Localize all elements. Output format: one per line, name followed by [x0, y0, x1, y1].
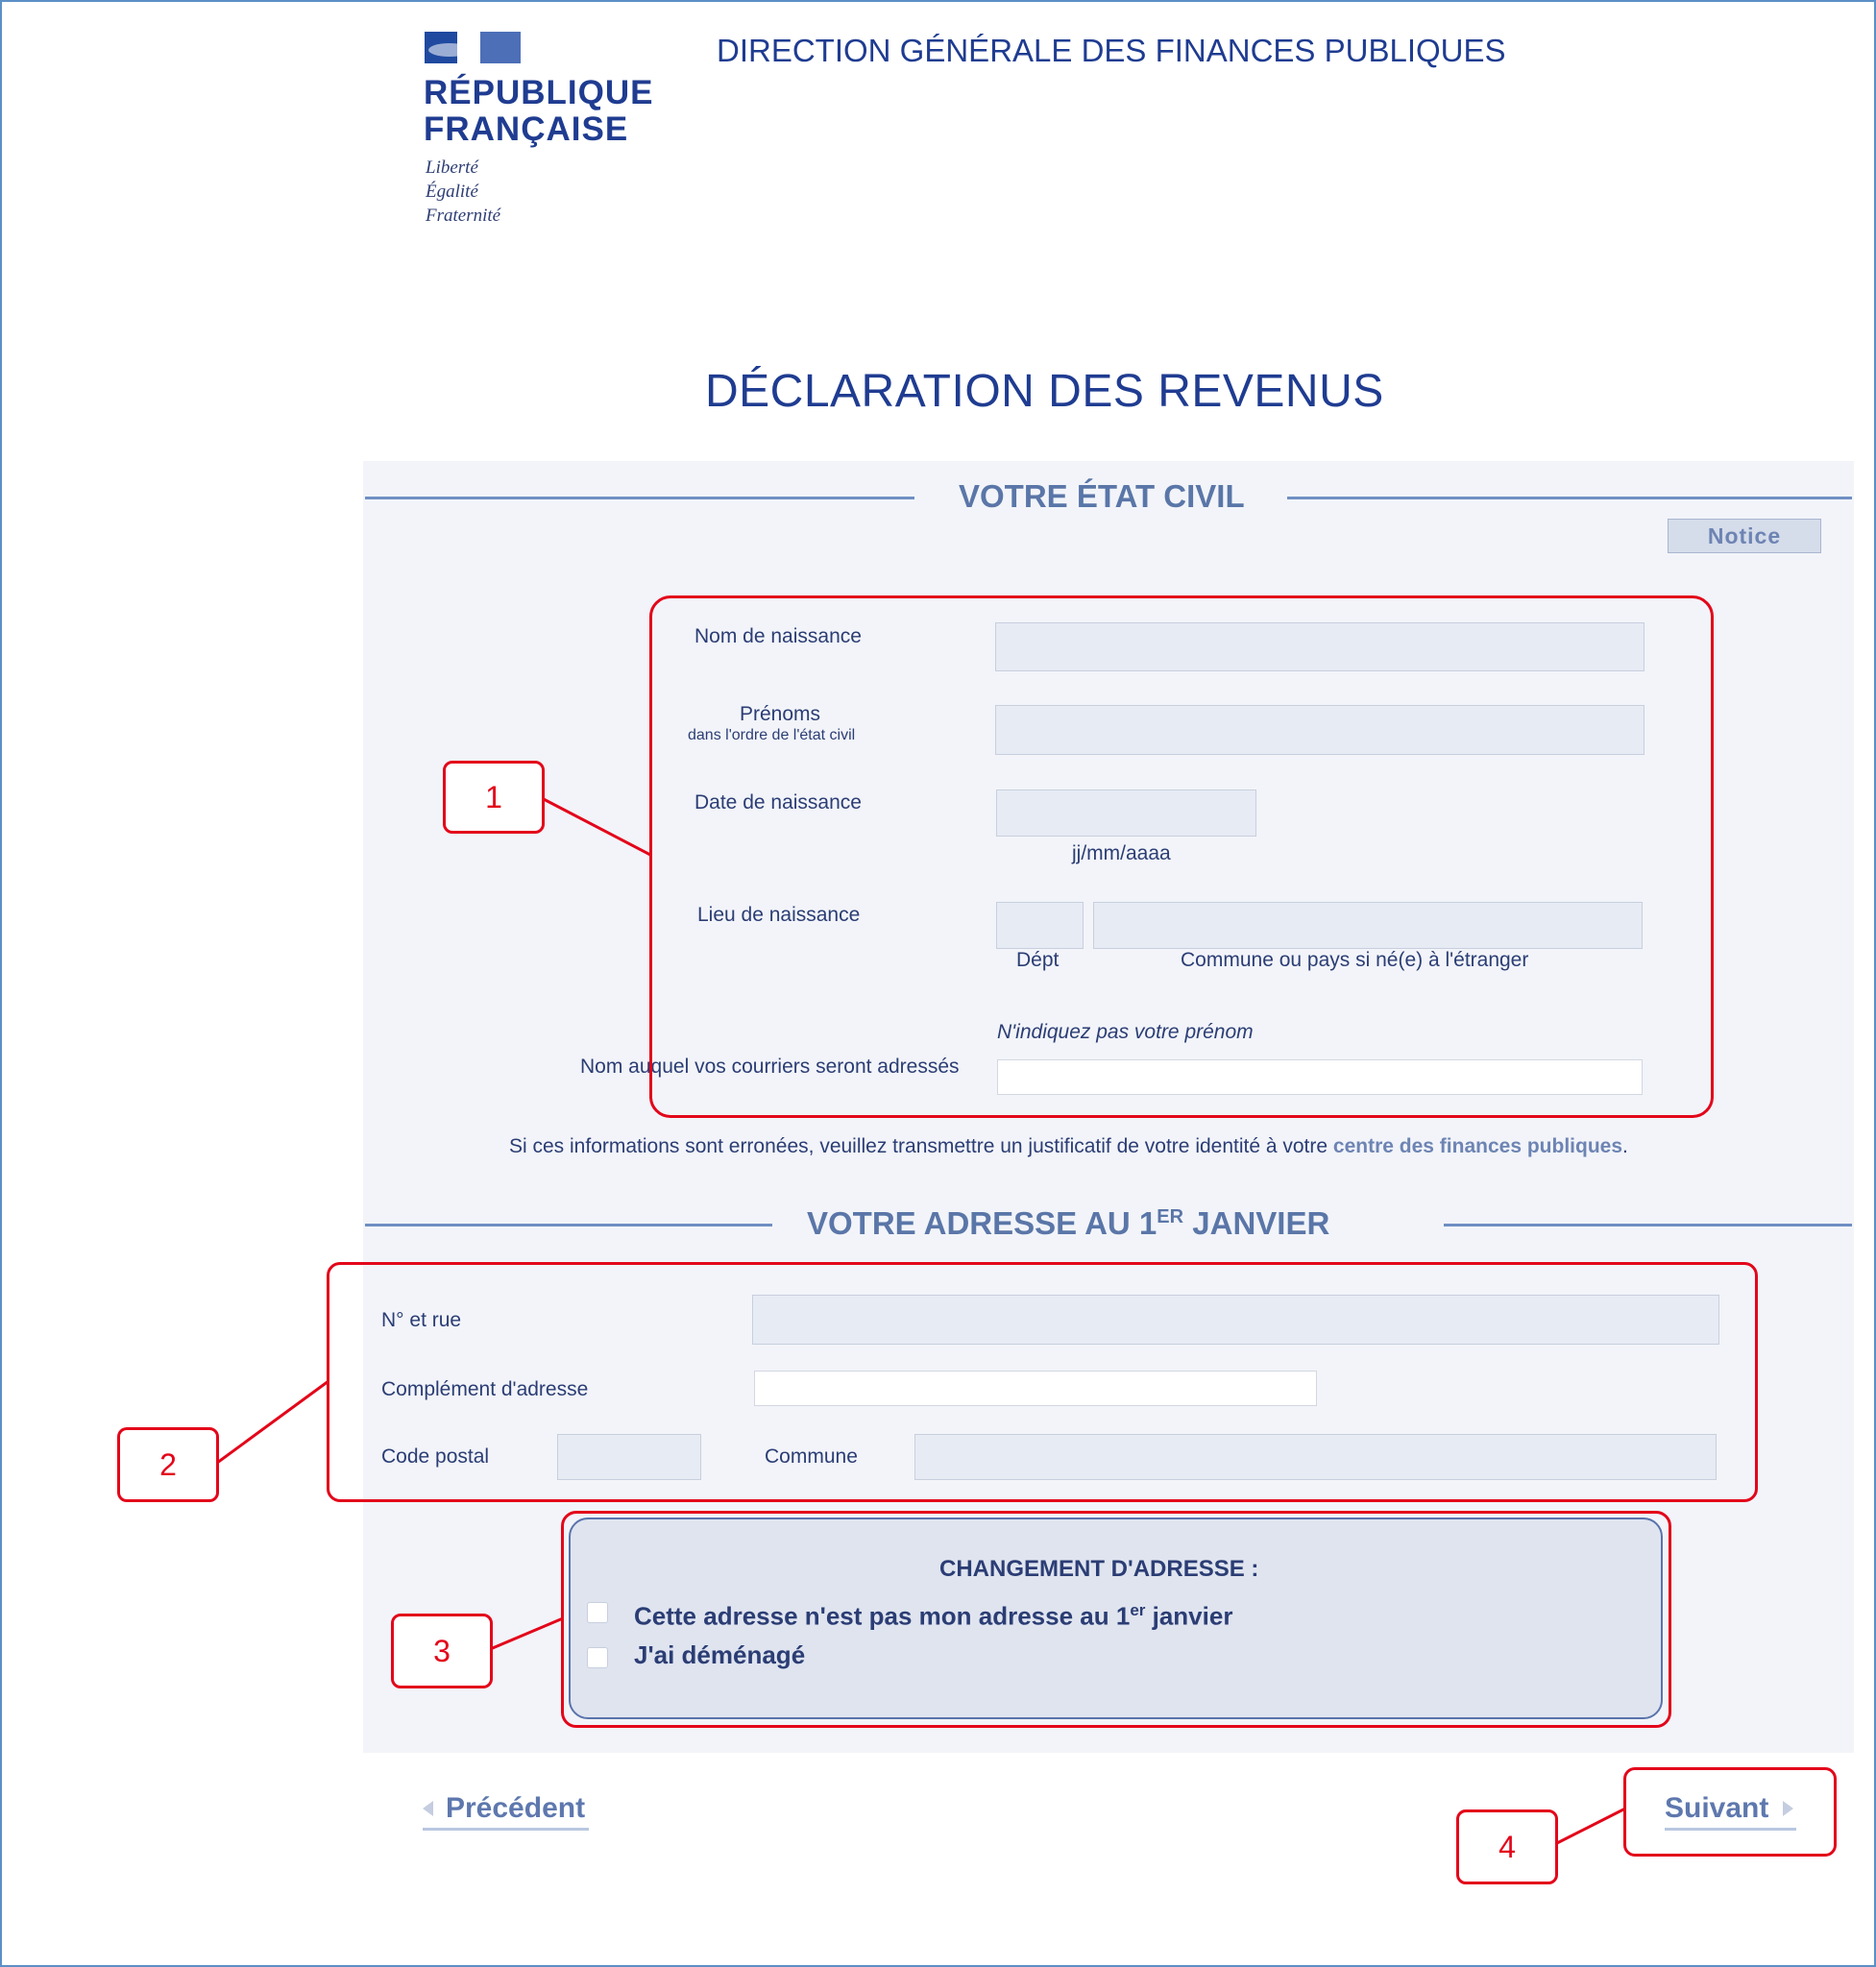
connector-1 — [540, 797, 650, 855]
prenoms-sublabel: dans l'ordre de l'état civil — [688, 727, 856, 743]
not-my-address-label: Cette adresse n'est pas mon adresse au 1er janvier — [634, 1601, 1233, 1631]
annotation-badge-4: 4 — [1456, 1809, 1558, 1884]
rue-label: N° et rue — [381, 1309, 462, 1331]
changement-title: CHANGEMENT D'ADRESSE : — [939, 1556, 1259, 1582]
page-title: DÉCLARATION DES REVENUS — [705, 366, 1384, 417]
complement-label: Complément d'adresse — [381, 1378, 589, 1400]
info-text: Si ces informations sont erronées, veuillez transmettre un justificatif de votre identité à votre centre des finances publiques. — [509, 1135, 1628, 1157]
commune-hint: Commune ou pays si né(e) à l'étranger — [1181, 949, 1529, 971]
connector-2 — [213, 1381, 329, 1466]
date-naissance-label: Date de naissance — [694, 791, 862, 814]
code-postal-label: Code postal — [381, 1445, 490, 1468]
previous-button[interactable]: Précédent — [446, 1792, 586, 1824]
section-title-adresse: VOTRE ADRESSE AU 1ER JANVIER — [807, 1205, 1330, 1241]
commune-label: Commune — [765, 1445, 858, 1468]
courrier-label: Nom auquel vos courriers seront adressés — [580, 1056, 960, 1078]
connector-4 — [1553, 1809, 1625, 1845]
republique-francaise-logo: RÉPUBLIQUE FRANÇAISE — [424, 74, 654, 148]
annotation-badge-1: 1 — [443, 761, 545, 834]
date-format-hint: jj/mm/aaaa — [1072, 842, 1171, 864]
section-title-etat-civil: VOTRE ÉTAT CIVIL — [959, 478, 1245, 514]
centre-finances-link[interactable]: centre des finances publiques — [1332, 1135, 1623, 1157]
nom-naissance-label: Nom de naissance — [694, 625, 862, 647]
next-button[interactable]: Suivant — [1665, 1792, 1769, 1824]
motto: Liberté Égalité Fraternité — [426, 158, 501, 226]
demenage-label: J'ai déménagé — [634, 1640, 806, 1669]
connector-3 — [488, 1618, 563, 1650]
lieu-naissance-label: Lieu de naissance — [697, 904, 861, 926]
prenom-warning: N'indiquez pas votre prénom — [997, 1021, 1254, 1043]
annotation-badge-3: 3 — [391, 1614, 493, 1688]
annotation-badge-2: 2 — [117, 1427, 219, 1502]
dept-hint: Dépt — [1016, 949, 1060, 971]
agency-name: DIRECTION GÉNÉRALE DES FINANCES PUBLIQUES — [717, 33, 1506, 68]
prenoms-label: Prénoms — [740, 703, 821, 725]
notice-button[interactable]: Notice — [1668, 519, 1821, 553]
